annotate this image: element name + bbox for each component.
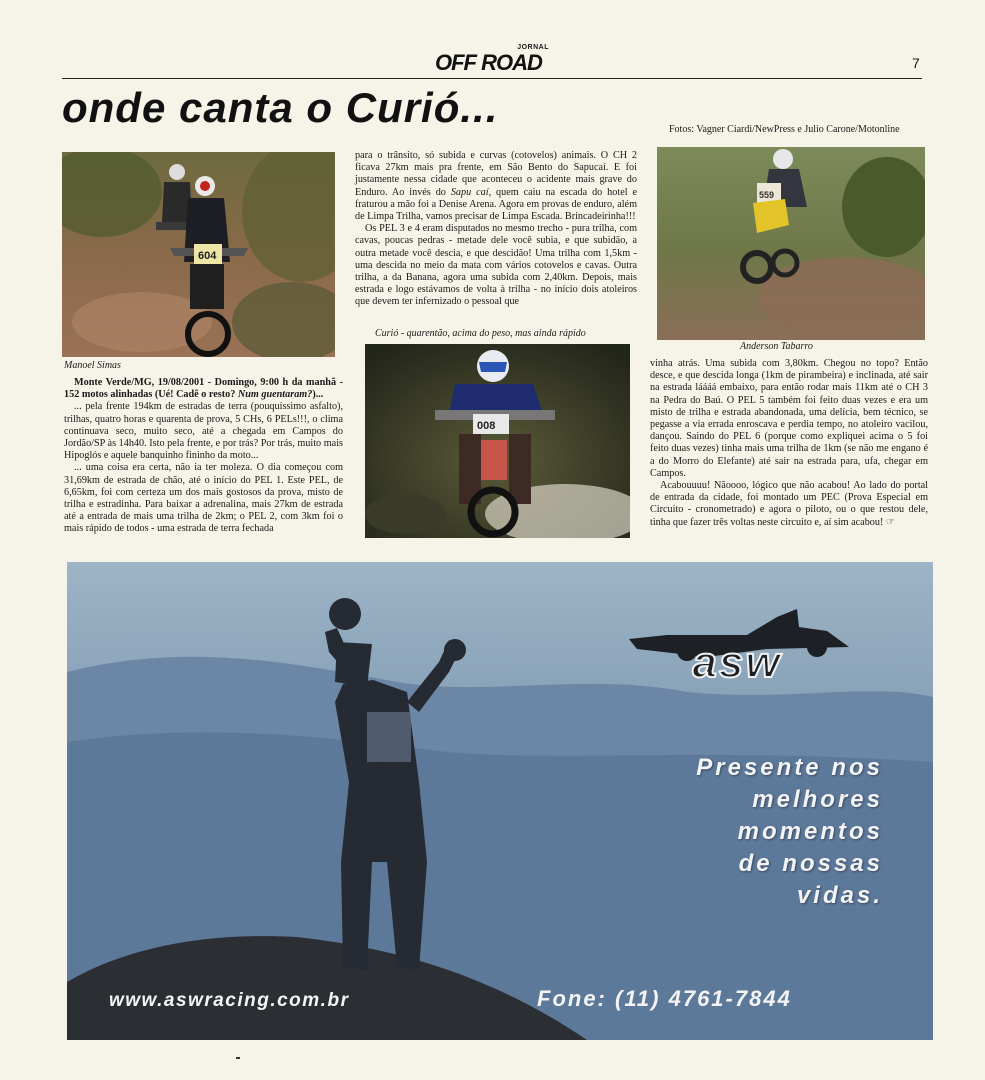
lead-italic: Num guentaram? [237, 389, 313, 401]
col2-italic: Sapu caí [450, 186, 489, 198]
tagline-line-2: melhores [752, 786, 883, 813]
article-column-3 [650, 358, 928, 529]
article-column-2 [355, 150, 637, 309]
lead-text: Monte Verde/MG, 19/08/2001 - Domingo, 9:00 h da manhã - 152 motos alinhadas (Ué! Cadê o resto? [64, 377, 343, 401]
column3-paragraph-1: vinha atrás. Uma subida com 3,80km. Chegou no topo? Então desce, e que descida longa (1km de pirambeira) e inclinada, até sair na estrada láááá embaixo, para então rodar mais 11km até o CH 3 na Pedra do Baú. O PEL 5 também foi feito duas vezes e era um misto de trilha e estrada abandonada, uma delícia, bem técnico, se pegasse a via errada enroscava e perdia tempo, no atoleiro vacilou, dançou. Saindo do PEL 6 (porque como expliquei acima o 5 foi feito duas vezes) tinha mais uma trilha de 1km (se não me engano é a do Morro do Elefante) até sair na estrada para, ufa, chegar em Campos. [650, 358, 928, 479]
page-mark [236, 1057, 240, 1059]
photo1-caption: Manoel Simas [64, 360, 121, 371]
asw-advertisement [67, 562, 933, 1040]
article-headline: onde canta o Curió... [62, 84, 499, 131]
asw-logo [627, 587, 857, 682]
page-number: 7 [912, 55, 920, 71]
header-rule [62, 78, 922, 79]
masthead-logo [435, 44, 555, 76]
column3-paragraph-2 [650, 480, 928, 529]
column2-paragraph-1 [355, 150, 637, 223]
col3-text: Acabouuuu! Nãoooo, lógico que não acabou! Ao lado do portal de entrada da cidade, foi montado um PEC (Prova Especial em Circuito - cronometrado) e agora o piloto, ou o que restou dele, tinha que fazer três voltas neste circuito e, aí sim acabou! [650, 480, 928, 528]
photo3-plate-number: 559 [759, 190, 775, 200]
photo-riders-trail [62, 152, 335, 357]
tagline-line-1: Presente nos [696, 754, 883, 781]
photo3-caption: Anderson Tabarro [740, 341, 813, 352]
column1-paragraph-2: ... uma coisa era certa, não ia ter moleza. O dia começou com 31,69km de estrada de chão, até o início do PEL 1. Este PEL, de 6,65km, foi com certeza um dos mais gostosos da prova, misto de trilha e estradinha. Para baixar a adrenalina, mais 27km de estrada até a entrada de mais uma trilha de 2km; o PEL 2, com 3km foi o mais rápido de todos - uma estrada de terra fechada [64, 462, 343, 535]
photo-rider-curio [365, 344, 630, 538]
photo-credits: Fotos: Vagner Ciardi/NewPress e Julio Carone/Motonline [669, 124, 900, 135]
photo2-caption: Curió - quarentão, acima do peso, mas ainda rápido [375, 328, 586, 339]
asw-brand-text: asw [692, 638, 782, 682]
ad-tagline [696, 752, 883, 912]
photo1-plate-number: 604 [198, 250, 217, 262]
tagline-line-5: vidas. [796, 882, 883, 909]
column1-paragraph-1: ... pela frente 194km de estradas de terra (pouquíssimo asfalto), trilhas, quatro horas e quarenta de prova, 5 CHs, 6 PELs!!!, o clima continuava seco, muito seco, até a chegada em Campos do Jordão/SP às 14h40. Isto pela frente, e por trás? Por trás, muito mais Hipoglós e aquele banquinho fininho da moto... [64, 401, 343, 462]
tagline-line-3: momentos [737, 818, 883, 845]
article-lead [64, 377, 343, 401]
ad-website-url: www.aswracing.com.br [109, 990, 350, 1011]
photo2-plate-number: 008 [477, 420, 496, 432]
col2-text-a: para o trânsito, só subida e curvas (cotovelos) animais. O CH 2 ficava 27km mais pra frente, em São Bento do Sapucaí. E foi justamente nessa cidade que aconteceu o acidente mais grave do Enduro. Ao invés do [355, 150, 637, 198]
lead-end: )... [312, 389, 324, 401]
masthead-title: OFF ROAD [435, 50, 542, 75]
tagline-line-4: de nossas [738, 850, 883, 877]
article-column-1 [64, 377, 343, 536]
col2-text-b: , quem caiu na escada do hotel e fraturou a mão foi a Denise Arena. Agora em provas de enduro, além de Limpa Trilha, vamos precisar de Limpa Escada. Brincadeirinha!!! [355, 186, 637, 223]
end-mark-icon: ☞ [885, 516, 896, 528]
masthead-jornal: JORNAL [517, 44, 549, 51]
column2-paragraph-2: Os PEL 3 e 4 eram disputados no mesmo trecho - pura trilha, com cavas, poucas pedras - metade dele você subia, e que subidão, a outra metade você descia, e que descidão! Uma trilha com 1,5km - uma descida no meio da mata com vários cotovelos e cavas. Outra trilha, a da Banana, agora uma subida com 2,40km. Depois, mais estrada e logo estávamos de volta à trilha - no início dois atoleiros que devem ter infernizado o pessoal que [355, 223, 637, 308]
photo-rider-yellow-bike [657, 147, 925, 340]
ad-phone-number: Fone: (11) 4761-7844 [537, 986, 792, 1011]
